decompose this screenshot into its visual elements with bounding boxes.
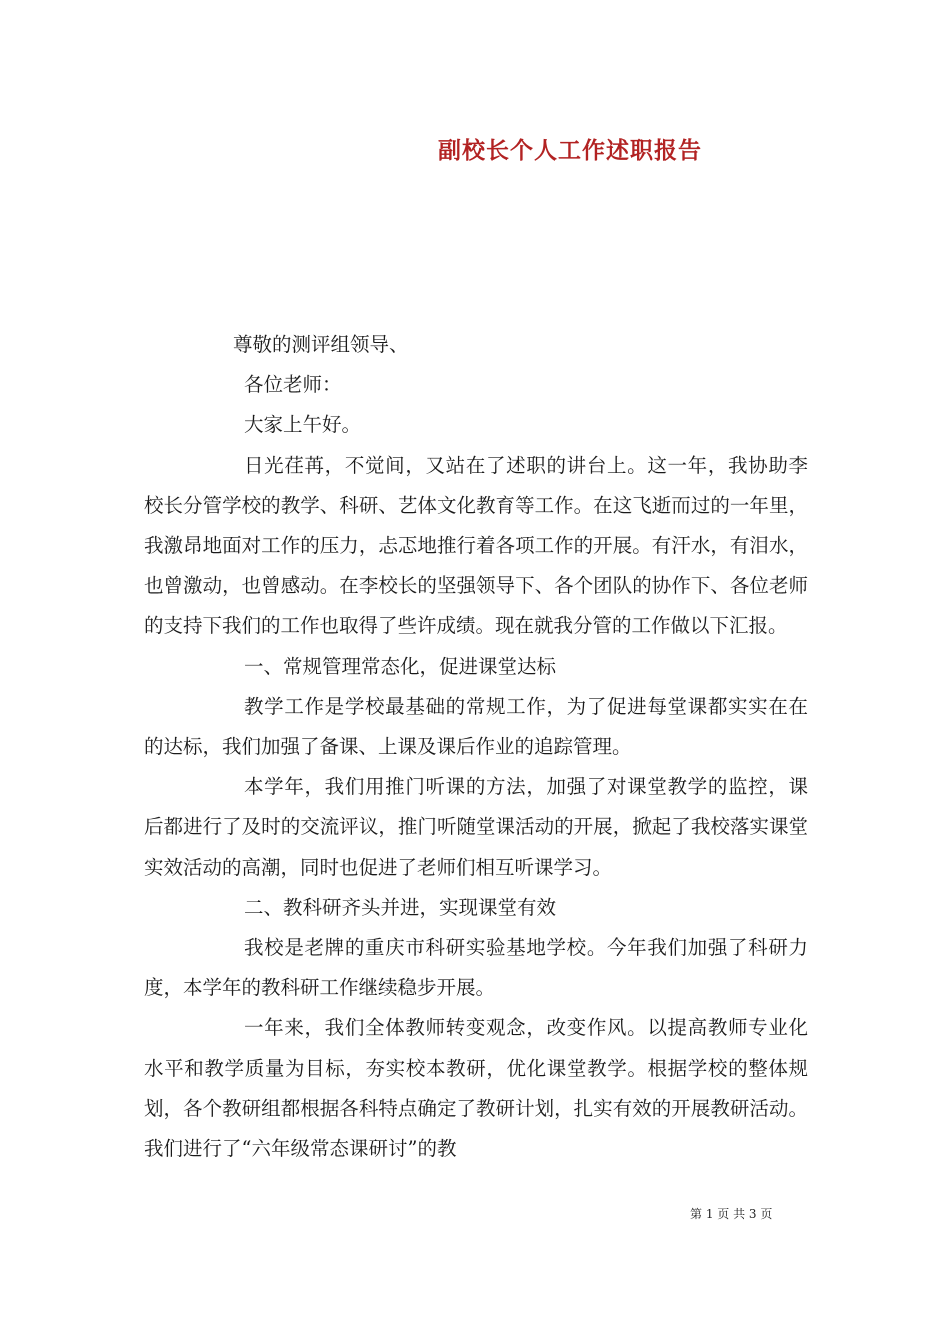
salutation-line-1: 尊敬的测评组领导、 (233, 333, 409, 356)
paragraph: 一年来，我们全体教师转变观念，改变作风。以提高教师专业化水平和教学质量为目标，夯实校本教研，优化课堂教学。根据学校的整体规划，各个教研组都根据各科特点确定了教研计划，扎实有效的开展教研活动。我们进行了“六年级常态课研讨”的教 (144, 1016, 808, 1161)
greeting-line: 大家上午好。 (244, 413, 362, 437)
paragraph-intro: 日光荏苒，不觉间，又站在了述职的讲台上。这一年，我协助李校长分管学校的教学、科研、艺体文化教育等工作。在这飞逝而过的一年里，我激昂地面对工作的压力，忐忑地推行着各项工作的开展。有汗水，有泪水，也曾激动，也曾感动。在李校长的坚强领导下、各个团队的协作下、各位老师的支持下我们的工作也取得了些许成绩。现在就我分管的工作做以下汇报。 (144, 453, 808, 638)
page-number-footer: 第 1 页 共 3 页 (690, 1207, 773, 1221)
section-heading-2: 二、教科研齐头并进，实现课堂有效 (244, 895, 557, 919)
document-body (144, 325, 808, 1169)
document-title: 副校长个人工作述职报告 (438, 137, 702, 164)
paragraph: 教学工作是学校最基础的常规工作，为了促进每堂课都实实在在的达标，我们加强了备课、上课及课后作业的追踪管理。 (144, 694, 808, 759)
section-heading-1: 一、常规管理常态化，促进课堂达标 (244, 654, 557, 678)
paragraph: 本学年，我们用推门听课的方法，加强了对课堂教学的监控，课后都进行了及时的交流评议，推门听随堂课活动的开展，掀起了我校落实课堂实效活动的高潮，同时也促进了老师们相互听课学习。 (144, 775, 808, 879)
salutation-line-2: 各位老师： (244, 373, 342, 397)
paragraph: 我校是老牌的重庆市科研实验基地学校。今年我们加强了科研力度，本学年的教科研工作继续稳步开展。 (144, 936, 808, 1000)
